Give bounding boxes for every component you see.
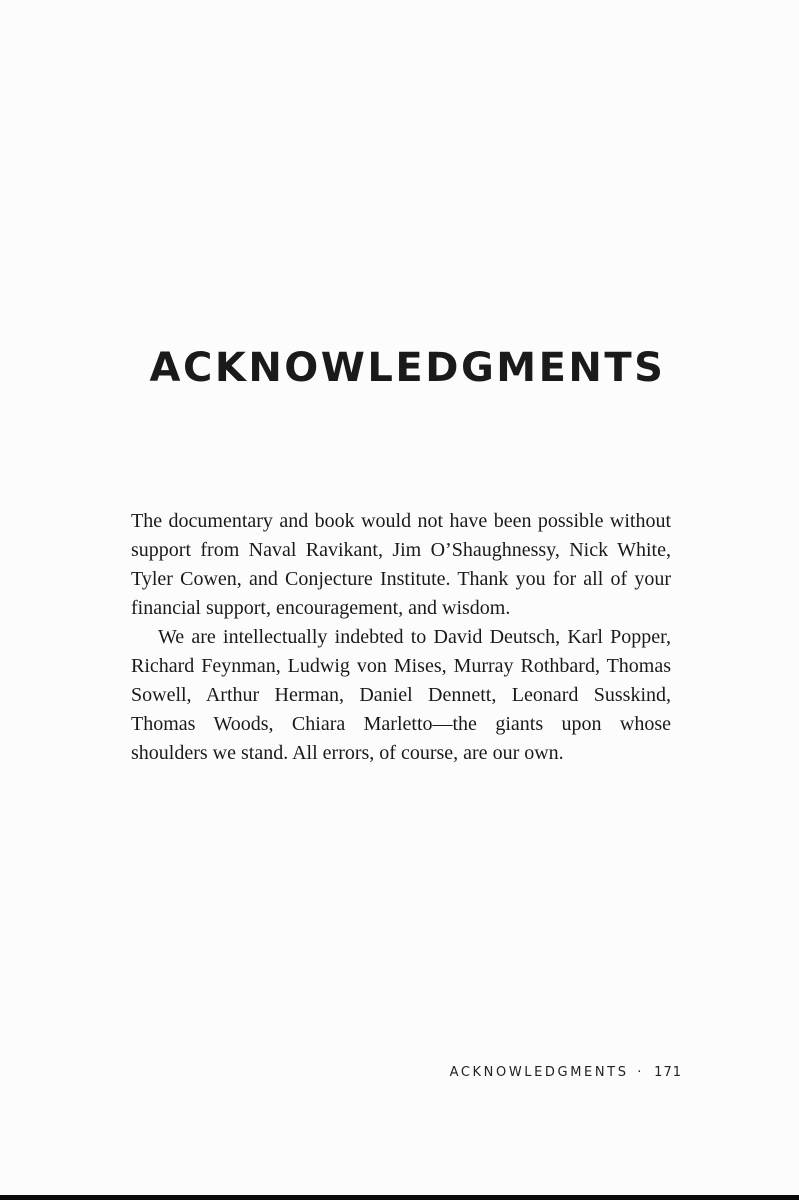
running-head: ACKNOWLEDGMENTS: [449, 1065, 629, 1080]
page-number: 171: [654, 1065, 682, 1080]
paragraph: The documentary and book would not have been possible without support from Naval Ravikant, Jim O’Shaughnessy, Nick White, Tyler Cowen, and Conjecture Institute. Thank you for all of your financial support, encouragement, and wisdom.: [131, 510, 671, 619]
paragraph: We are intellectually indebted to David Deutsch, Karl Popper, Richard Feynman, Ludwig von Mises, Murray Rothbard, Thomas Sowell, Arthur Herman, Daniel Dennett, Leonard Susskind, Thomas Woods, Chiara Marletto—the giants upon whose shoulders we stand. All errors, of course, are our own.: [131, 626, 671, 764]
chapter-title: ACKNOWLEDGMENTS: [149, 345, 666, 391]
footer-separator: ·: [637, 1065, 642, 1080]
bottom-edge-rule: [0, 1195, 799, 1200]
running-footer: [450, 1065, 682, 1080]
body-text: [131, 507, 671, 768]
